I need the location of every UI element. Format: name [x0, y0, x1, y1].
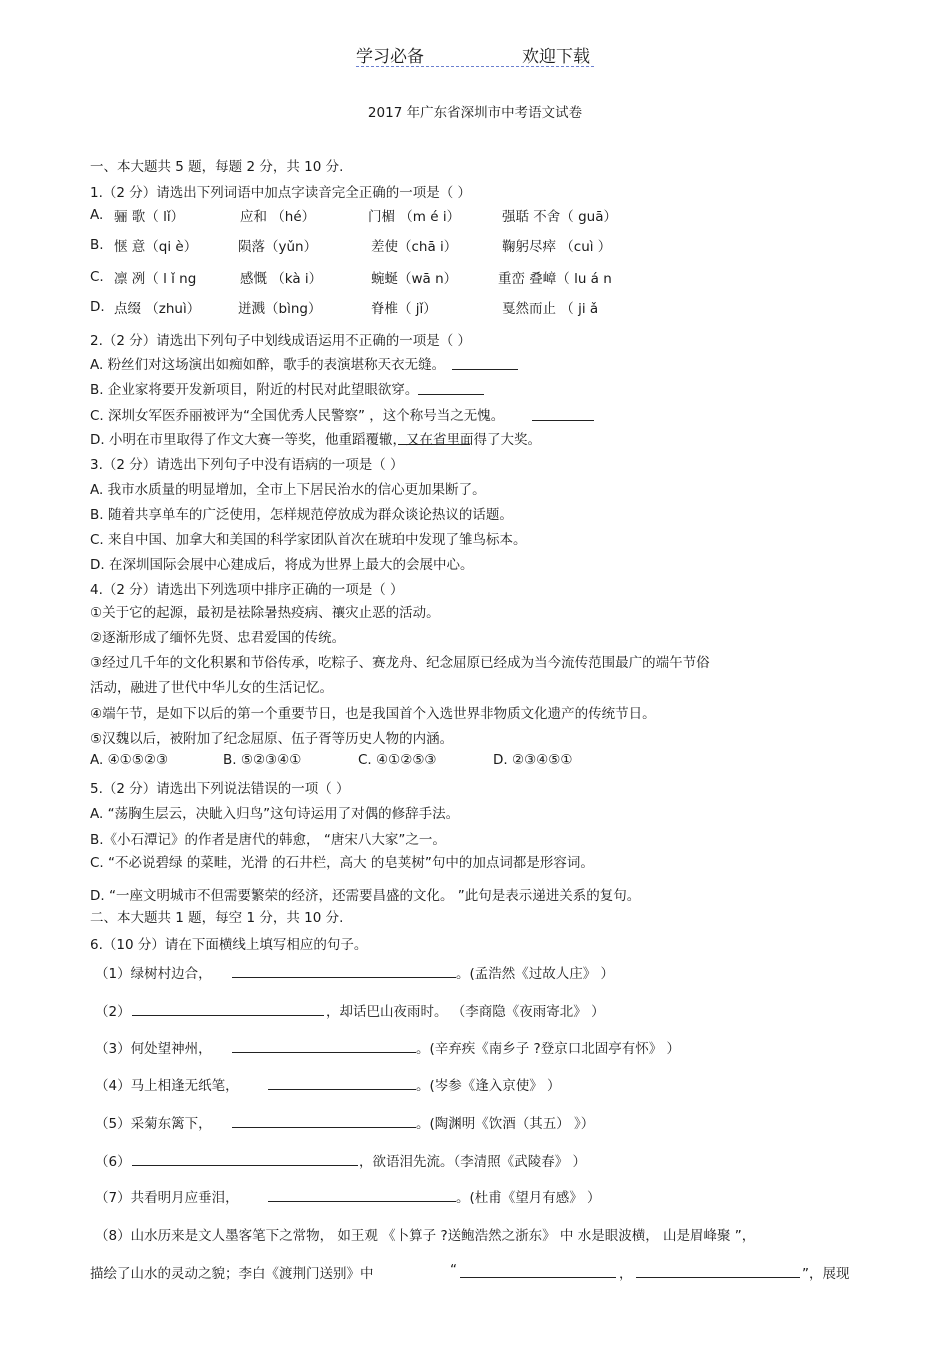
- header-right-text: 欢迎下载: [522, 47, 590, 67]
- q1-b-item1: 惬 意（qi è）: [114, 239, 198, 255]
- q1-b-letter: B.: [90, 237, 104, 253]
- q6-item8-blank-2[interactable]: [636, 1262, 800, 1278]
- q6-item8-line2: 描绘了山水的灵动之貌；李白《渡荆门送别》中: [90, 1266, 374, 1282]
- q6-item6-source: ，欲语泪先流。（李清照《武陵春》 ）: [359, 1154, 587, 1170]
- q6-item8-comma: ，: [619, 1266, 633, 1282]
- q4-sentence-4: ④端午节，是如下以后的第一个重要节日，也是我国首个入选世界非物质文化遗产的传统节日。: [90, 706, 656, 722]
- q6-item2-source: ，却话巴山夜雨时。 （李商隐《夜雨寄北》 ）: [326, 1004, 605, 1020]
- q6-item8-blank-1[interactable]: [460, 1262, 616, 1278]
- q1-d-item2: 迸溅（bìng）: [238, 301, 322, 317]
- q3-option-b: B. 随着共享单车的广泛使用，怎样规范停放成为群众谈论热议的话题。: [90, 507, 513, 523]
- q3-option-a: A. 我市水质量的明显增加，全市上下居民治水的信心更加果断了。: [90, 482, 486, 498]
- q1-c-item3: 蜿蜒（wā n）: [371, 271, 458, 287]
- q6-item6-blank[interactable]: [132, 1150, 358, 1166]
- q6-item1-prefix: （1）绿树村边合，: [95, 966, 212, 982]
- q5-option-c: C. “不必说碧绿 的菜畦，光滑 的石井栏，高大 的皂荚树”句中的加点词都是形容词。: [90, 855, 594, 871]
- q6-item4-source: 。(岑参《逢入京使》 ）: [416, 1078, 561, 1094]
- q1-stem: 1.（2 分）请选出下列词语中加点字读音完全正确的一项是（ ）: [90, 185, 472, 201]
- page-header: [356, 42, 594, 67]
- section-2-heading: 二、本大题共 1 题，每空 1 分，共 10 分.: [90, 910, 344, 926]
- q6-item1-source: 。(孟浩然《过故人庄》 ）: [456, 966, 615, 982]
- q2-b-underline: [418, 394, 484, 395]
- q1-c-item4: 重峦 叠嶂（ lu á n: [498, 271, 612, 287]
- q4-sentence-3a: ③经过几千年的文化积累和节俗传承，吃粽子、赛龙舟、纪念屈原已经成为当今流传范围最广的端午节俗: [90, 655, 710, 671]
- q6-item1-blank[interactable]: [232, 962, 456, 978]
- q6-item3-blank[interactable]: [232, 1037, 416, 1053]
- q1-a-item4: 强聒 不舍（ guā）: [502, 209, 617, 225]
- exam-title: 2017 年广东省深圳市中考语文试卷: [367, 105, 583, 121]
- q6-item6-prefix: （6）: [95, 1154, 131, 1170]
- q2-d-underline: [398, 444, 470, 445]
- q6-item3-source: 。(辛弃疾《南乡子 ?登京口北固亭有怀》 ）: [416, 1041, 681, 1057]
- q1-c-item1: 凛 冽（ l ǐ ng: [114, 271, 197, 287]
- q5-stem: 5.（2 分）请选出下列说法错误的一项（ ）: [90, 781, 350, 797]
- q6-item2-prefix: （2）: [95, 1004, 131, 1020]
- q6-item4-blank[interactable]: [268, 1074, 416, 1090]
- q4-sentence-3b: 活动，融进了世代中华儿女的生活记忆。: [90, 680, 333, 696]
- q1-d-item4: 戛然而止 （ ji ǎ: [502, 301, 599, 317]
- q5-option-a: A. “荡胸生层云，决眦入归鸟”这句诗运用了对偶的修辞手法。: [90, 806, 460, 822]
- q1-b-item4: 鞠躬尽瘁 （cuì ）: [502, 239, 612, 255]
- q4-option-b: B. ⑤②③④①: [223, 752, 302, 768]
- q6-item3-prefix: （3）何处望神州，: [95, 1041, 212, 1057]
- q6-stem: 6.（10 分）请在下面横线上填写相应的句子。: [90, 937, 368, 953]
- q4-sentence-1: ①关于它的起源，最初是祛除暑热疫病、禳灾止恶的活动。: [90, 605, 440, 621]
- q4-option-c: C. ④①②⑤③: [358, 752, 437, 768]
- q2-a-underline: [452, 369, 518, 370]
- q6-item2-blank[interactable]: [132, 1000, 324, 1016]
- q6-item7-source: 。(杜甫《望月有感》 ）: [456, 1190, 601, 1206]
- q1-a-item1: 骊 歌（ lǐ）: [114, 209, 185, 225]
- q4-sentence-2: ②逐渐形成了缅怀先贤、忠君爱国的传统。: [90, 630, 346, 646]
- q1-a-item3: 门楣 （m é i）: [368, 209, 461, 225]
- q1-c-letter: C.: [90, 269, 104, 285]
- q6-item5-prefix: （5）采菊东篱下，: [95, 1116, 212, 1132]
- q3-stem: 3.（2 分）请选出下列句子中没有语病的一项是（ ）: [90, 457, 404, 473]
- q2-stem: 2.（2 分）请选出下列句子中划线成语运用不正确的一项是（ ）: [90, 333, 472, 349]
- q1-b-item3: 差使（chā i）: [371, 239, 458, 255]
- q2-c-underline: [532, 420, 594, 421]
- q3-option-c: C. 来自中国、加拿大和美国的科学家团队首次在琥珀中发现了雏鸟标本。: [90, 532, 527, 548]
- q1-a-item2: 应和 （hé）: [240, 209, 316, 225]
- header-left-text: 学习必备: [356, 47, 424, 67]
- q6-item5-source: 。(陶渊明《饮酒（其五） 》）: [416, 1116, 595, 1132]
- q4-stem: 4.（2 分）请选出下列选项中排序正确的一项是（ ）: [90, 582, 404, 598]
- q6-item8-close: ”，展现: [802, 1266, 850, 1282]
- q1-a-letter: A.: [90, 207, 104, 223]
- q1-d-letter: D.: [90, 299, 105, 315]
- q1-c-item2: 感慨 （kà i）: [240, 271, 323, 287]
- q6-item8-line1: （8）山水历来是文人墨客笔下之常物， 如王观 《卜算子 ?送鲍浩然之浙东》 中 水是眼波横， 山是眉峰聚 ”，: [95, 1228, 756, 1244]
- q1-d-item3: 脊椎（ jǐ）: [371, 301, 437, 317]
- q4-option-a: A. ④①⑤②③: [90, 752, 169, 768]
- q1-b-item2: 陨落（yǔn）: [238, 239, 318, 255]
- q6-item8-open-quote: “: [450, 1262, 457, 1278]
- q5-option-d: D. “一座文明城市不但需要繁荣的经济，还需要昌盛的文化。 ”此句是表示递进关系的复句。: [90, 888, 641, 904]
- q6-item5-blank[interactable]: [232, 1112, 416, 1128]
- q4-sentence-5: ⑤汉魏以后，被附加了纪念屈原、伍子胥等历史人物的内涵。: [90, 731, 454, 747]
- q2-option-a: A. 粉丝们对这场演出如痴如醉，歌手的表演堪称天衣无缝。: [90, 357, 446, 373]
- q1-d-item1: 点缀 （zhuì）: [114, 301, 201, 317]
- section-1-heading: 一、本大题共 5 题，每题 2 分，共 10 分.: [90, 159, 344, 175]
- q6-item7-prefix: （7）共看明月应垂泪，: [95, 1190, 239, 1206]
- q4-option-d: D. ②③④⑤①: [493, 752, 573, 768]
- q2-option-b: B. 企业家将要开发新项目，附近的村民对此望眼欲穿。: [90, 382, 419, 398]
- q3-option-d: D. 在深圳国际会展中心建成后，将成为世界上最大的会展中心。: [90, 557, 474, 573]
- q6-item4-prefix: （4）马上相逢无纸笔，: [95, 1078, 239, 1094]
- q2-option-d: D. 小明在市里取得了作文大赛一等奖，他重蹈覆辙，又在省里面得了大奖。: [90, 432, 541, 448]
- q5-option-b: B.《小石潭记》的作者是唐代的韩愈， “唐宋八大家”之一。: [90, 832, 446, 848]
- q2-option-c: C. 深圳女军医乔丽被评为“全国优秀人民警察” ，这个称号当之无愧。: [90, 408, 505, 424]
- q6-item7-blank[interactable]: [268, 1186, 456, 1202]
